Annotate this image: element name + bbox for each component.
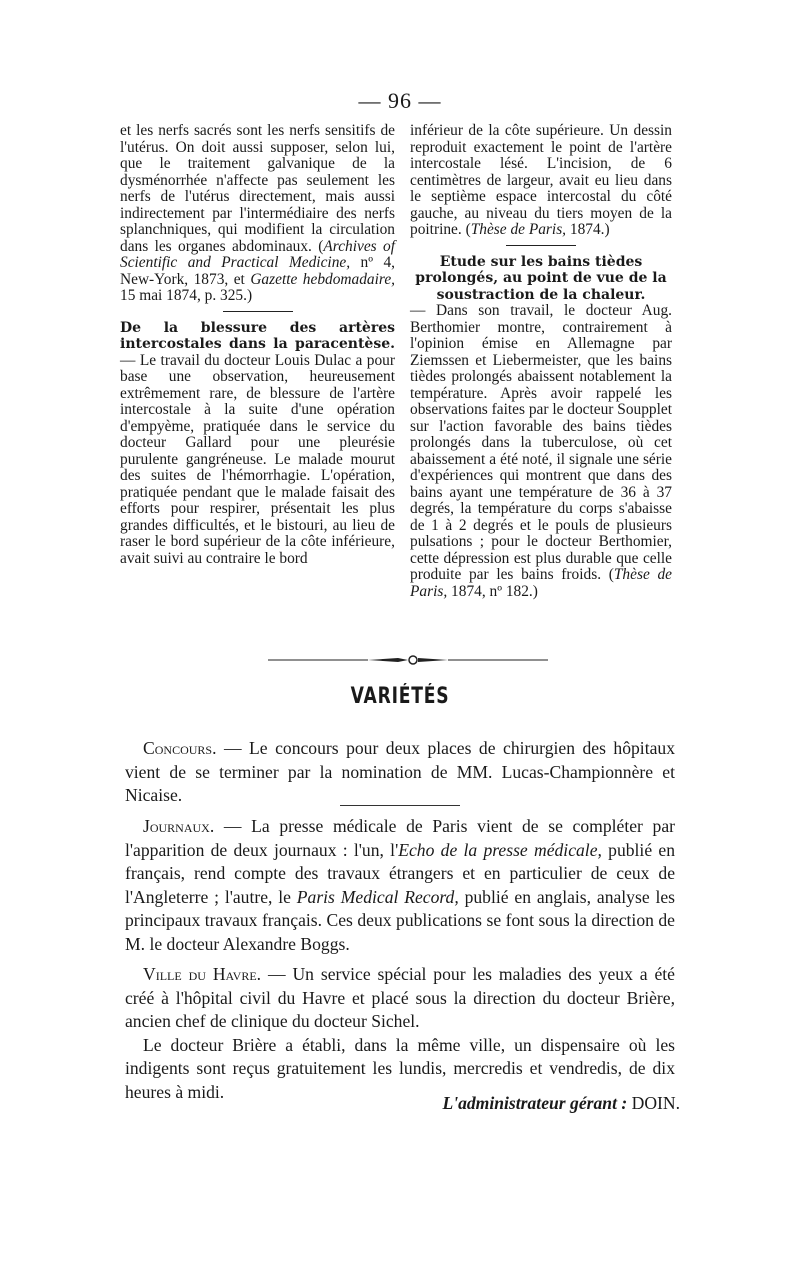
left-paragraph-2 bbox=[120, 320, 395, 568]
divider bbox=[223, 311, 293, 312]
news-label: Concours. bbox=[143, 738, 217, 758]
article-heading: De la blessure des artères intercostales dans la paracentèse. bbox=[120, 319, 395, 352]
left-paragraph-1 bbox=[120, 123, 395, 305]
citation-title: Archives of Scientific and Practical Medicine, bbox=[120, 237, 395, 271]
article-heading: Etude sur les bains tièdes prolongés, au point de vue de la soustraction de la chaleur. bbox=[415, 253, 667, 303]
ornament-divider bbox=[268, 653, 548, 667]
text: 15 mai 1874, p. 325.) bbox=[120, 287, 253, 304]
text: publié en anglais, analyse les principaux travaux français. Ces deux publications se font sous la direction de M. le docteur Alexandre Boggs. bbox=[125, 886, 676, 954]
citation-title: Thèse de Paris, bbox=[470, 221, 567, 238]
text: Le docteur Brière a établi, dans la même ville, un dispensaire où les indigents sont reçus gratuitement les lundis, mercredis et vendredis, de dix heures à midi. bbox=[125, 1034, 675, 1102]
text: — Un service spécial pour les maladies des yeux a été créé à l'hôpital civil du Havre et placé sous la direction du docteur Brière, ancien chef de clinique du docteur Sichel. bbox=[125, 964, 675, 1031]
journal-title: Echo de la presse médicale, bbox=[398, 839, 602, 860]
section-title: VARIÉTÉS bbox=[350, 684, 450, 709]
signature bbox=[380, 1093, 680, 1114]
divider bbox=[506, 245, 576, 246]
havre-paragraph bbox=[125, 963, 675, 1104]
journaux-paragraph bbox=[125, 815, 675, 956]
text: 1874, nº 182.) bbox=[447, 582, 538, 600]
news-label: Ville du Havre. bbox=[143, 964, 262, 984]
text: nº 4, New-York, 1873, et bbox=[120, 254, 395, 288]
concours-paragraph bbox=[125, 737, 675, 808]
signature-label: L'administrateur gérant : bbox=[442, 1093, 628, 1113]
signature-name: DOIN. bbox=[627, 1093, 680, 1113]
citation-title: Gazette hebdomadaire, bbox=[250, 270, 395, 288]
right-paragraph-2 bbox=[410, 303, 672, 600]
right-paragraph-1 bbox=[410, 123, 672, 239]
text: — Le concours pour deux places de chirurgien des hôpitaux vient de se terminer par la nomination de MM. Lucas-Championnère et Nicaise. bbox=[125, 738, 675, 805]
journal-title: Paris Medical Record, bbox=[296, 886, 459, 907]
divider bbox=[340, 805, 460, 806]
text: inférieur de la côte supérieure. Un dessin reproduit exactement le point de l'artère intercostale lésé. L'incision, de 6 centimètres de largeur, avait eu lieu dans le septième espace intercostal du côté gauche, au niveau du tiers moyen de la poitrine. ( bbox=[410, 122, 672, 238]
text: et les nerfs sacrés sont les nerfs sensitifs de l'utérus. On doit aussi supposer, selon lui, que le traitement galvanique de la dysménorrhée n'affecte pas seulement les nerfs de l'utérus directement, mais aussi indirectement par l'intermédiaire des nerfs splanchniques, qui modifient la circulation dans les organes abdominaux. ( bbox=[120, 122, 395, 255]
text: — La presse médicale de Paris vient de se compléter par l'apparition de deux journaux : l'un, l' bbox=[125, 816, 675, 860]
right-column bbox=[410, 123, 672, 600]
text: 1874.) bbox=[566, 221, 610, 238]
left-column bbox=[120, 123, 395, 567]
text: publié en français, rend compte des travaux étrangers et en particulier de ceux de l'Angleterre ; l'autre, le bbox=[125, 839, 675, 907]
citation-title: Thèse de Paris, bbox=[410, 566, 672, 600]
text: — Le travail du docteur Louis Dulac a pour base une observation, heureusement extrêmement rare, de blessure de l'artère intercostale à la suite d'une opération d'empyème, pratiquée dans le service du docteur Gallard pour une pleurésie purulente gangréneuse. Le malade mourut des suites de l'hémorrhagie. L'opération, pratiquée pendant que le malade faisait des efforts pour respirer, présentait les plus grandes difficultés, et le bistouri, au lieu de raser le bord supérieur de la côte inférieure, avait suivi au contraire le bord bbox=[120, 351, 395, 567]
text: — Dans son travail, le docteur Aug. Berthomier montre, contrairement à l'opinion émise en Allemagne par Ziemssen et Liebermeister, que les bains tièdes prolongés abaissent notablement la température. Après avoir rappelé les observations faites par le docteur Soupplet sur l'action favorable des bains tièdes prolongés dans la tuberculose, où cet abaissement a été noté, il signale une série d'expériences qui montrent que dans des bains ayant une température de 36 à 37 degrés, la température du corps s'abaisse de 1 à 2 degrés et le pouls de plusieurs pulsations ; pour le docteur Berthomier, cette dépression est plus durable que celle produite par les bains froids. ( bbox=[410, 302, 672, 583]
news-label: Journaux. bbox=[143, 816, 215, 836]
page-number: — 96 — bbox=[358, 88, 442, 113]
